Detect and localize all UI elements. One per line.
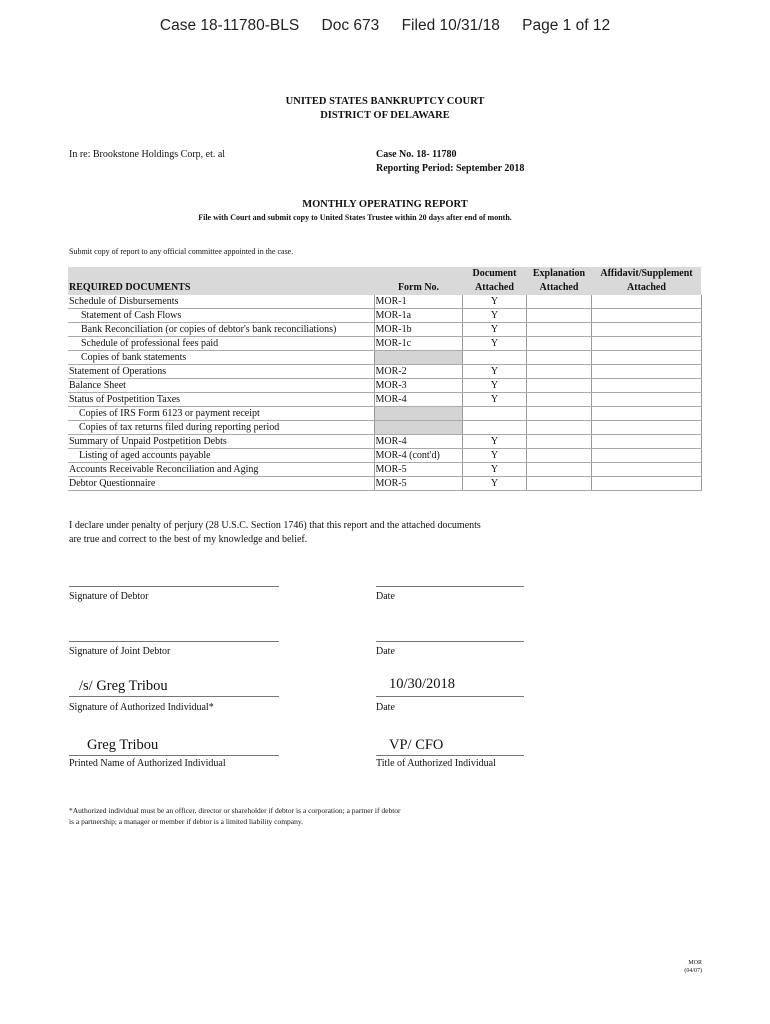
row-affidavit xyxy=(591,309,701,323)
row-explanation xyxy=(526,421,591,435)
row-affidavit xyxy=(591,323,701,337)
row-explanation xyxy=(526,379,591,393)
footnote-line-1: *Authorized individual must be an officer, director or shareholder if debtor is a corporation; a partner if debtor xyxy=(69,806,401,815)
row-doc-attached: Y xyxy=(462,449,526,463)
row-doc-attached: Y xyxy=(462,365,526,379)
row-form: MOR-4 (cont'd) xyxy=(374,449,462,463)
row-affidavit xyxy=(591,365,701,379)
row-affidavit xyxy=(591,421,701,435)
table-row xyxy=(68,295,701,309)
header-form-no: Form No. xyxy=(374,267,462,295)
row-explanation xyxy=(526,309,591,323)
joint-debtor-date-line[interactable] xyxy=(376,641,524,642)
row-affidavit xyxy=(591,463,701,477)
row-form: MOR-2 xyxy=(374,365,462,379)
row-doc-attached: Y xyxy=(462,295,526,309)
table-row xyxy=(68,379,701,393)
debtor-date-line[interactable] xyxy=(376,586,524,587)
header-document-attached: Document Attached xyxy=(462,267,526,295)
joint-debtor-date-label: Date xyxy=(376,646,395,657)
row-doc-attached xyxy=(462,407,526,421)
table-row xyxy=(68,435,701,449)
row-doc-attached: Y xyxy=(462,477,526,491)
row-affidavit xyxy=(591,477,701,491)
filing-header xyxy=(0,17,770,35)
row-form xyxy=(374,421,462,435)
form-revision: (04/07) xyxy=(684,968,702,974)
row-affidavit xyxy=(591,393,701,407)
row-form: MOR-1c xyxy=(374,337,462,351)
submit-note: Submit copy of report to any official committee appointed in the case. xyxy=(69,247,294,256)
row-form: MOR-4 xyxy=(374,435,462,449)
table-row xyxy=(68,463,701,477)
row-label: Statement of Cash Flows xyxy=(68,309,374,323)
row-affidavit xyxy=(591,379,701,393)
in-re: In re: Brookstone Holdings Corp, et. al xyxy=(69,149,226,160)
row-explanation xyxy=(526,407,591,421)
row-form: MOR-1 xyxy=(374,295,462,309)
page-number-header: Page 1 of 12 xyxy=(522,17,611,34)
printed-name-label: Printed Name of Authorized Individual xyxy=(69,758,226,769)
row-doc-attached: Y xyxy=(462,463,526,477)
row-form: MOR-5 xyxy=(374,463,462,477)
joint-debtor-signature-line[interactable] xyxy=(69,641,279,642)
debtor-date-label: Date xyxy=(376,591,395,602)
row-label: Accounts Receivable Reconciliation and Aging xyxy=(68,463,374,477)
debtor-signature-line[interactable] xyxy=(69,586,279,587)
report-title: MONTHLY OPERATING REPORT xyxy=(302,199,468,210)
form-id: MOR xyxy=(688,960,702,966)
title-label: Title of Authorized Individual xyxy=(376,758,496,769)
title-field[interactable]: VP/ CFO xyxy=(376,737,524,756)
required-documents-table xyxy=(68,267,702,491)
debtor-signature-label: Signature of Debtor xyxy=(69,591,149,602)
row-explanation xyxy=(526,393,591,407)
row-doc-attached: Y xyxy=(462,435,526,449)
header-affidavit-attached: Affidavit/Supplement Attached xyxy=(591,267,701,295)
row-label: Copies of bank statements xyxy=(68,351,374,365)
row-affidavit xyxy=(591,449,701,463)
row-explanation xyxy=(526,323,591,337)
table-header-row xyxy=(68,267,701,295)
authorized-signature-label: Signature of Authorized Individual* xyxy=(69,702,214,713)
table-row xyxy=(68,337,701,351)
declaration-line-1: I declare under penalty of perjury (28 U.S.C. Section 1746) that this report and the attached documents xyxy=(69,520,481,531)
table-row xyxy=(68,449,701,463)
court-name: UNITED STATES BANKRUPTCY COURT xyxy=(285,96,485,107)
court-district: DISTRICT OF DELAWARE xyxy=(320,110,450,121)
table-row xyxy=(68,365,701,379)
row-label: Summary of Unpaid Postpetition Debts xyxy=(68,435,374,449)
header-required-documents: REQUIRED DOCUMENTS xyxy=(68,267,374,295)
table-row xyxy=(68,309,701,323)
row-form: MOR-3 xyxy=(374,379,462,393)
doc-number-header: Doc 673 xyxy=(321,17,380,34)
table-row xyxy=(68,477,701,491)
row-affidavit xyxy=(591,337,701,351)
row-label: Listing of aged accounts payable xyxy=(68,449,374,463)
case-number-header: Case 18-11780-BLS xyxy=(159,17,300,34)
row-label: Status of Postpetition Taxes xyxy=(68,393,374,407)
reporting-period: Reporting Period: September 2018 xyxy=(376,163,525,174)
joint-debtor-signature-label: Signature of Joint Debtor xyxy=(69,646,171,657)
row-doc-attached: Y xyxy=(462,309,526,323)
row-doc-attached: Y xyxy=(462,393,526,407)
row-doc-attached xyxy=(462,421,526,435)
case-no: Case No. 18- 11780 xyxy=(376,149,457,160)
header-explanation-attached: Explanation Attached xyxy=(526,267,591,295)
authorized-signature-field[interactable]: /s/ Greg Tribou xyxy=(69,678,279,697)
authorized-date-label: Date xyxy=(376,702,395,713)
row-affidavit xyxy=(591,351,701,365)
table-row xyxy=(68,407,701,421)
row-form xyxy=(374,407,462,421)
row-doc-attached xyxy=(462,351,526,365)
row-form: MOR-5 xyxy=(374,477,462,491)
row-doc-attached: Y xyxy=(462,337,526,351)
row-label: Copies of tax returns filed during reporting period xyxy=(68,421,374,435)
row-label: Statement of Operations xyxy=(68,365,374,379)
printed-name-field[interactable]: Greg Tribou xyxy=(69,737,279,756)
row-explanation xyxy=(526,435,591,449)
row-explanation xyxy=(526,365,591,379)
table-row xyxy=(68,393,701,407)
row-affidavit xyxy=(591,435,701,449)
row-label: Schedule of Disbursements xyxy=(68,295,374,309)
row-form: MOR-4 xyxy=(374,393,462,407)
row-form: MOR-1a xyxy=(374,309,462,323)
row-affidavit xyxy=(591,407,701,421)
row-form: MOR-1b xyxy=(374,323,462,337)
table-row xyxy=(68,323,701,337)
row-explanation xyxy=(526,477,591,491)
footnote-line-2: is a partnership; a manager or member if debtor is a limited liability company. xyxy=(69,817,304,826)
row-affidavit xyxy=(591,295,701,309)
row-explanation xyxy=(526,449,591,463)
filed-date-header: Filed 10/31/18 xyxy=(401,17,500,34)
table-row xyxy=(68,421,701,435)
row-form xyxy=(374,351,462,365)
declaration-line-2: are true and correct to the best of my knowledge and belief. xyxy=(69,534,308,545)
row-explanation xyxy=(526,295,591,309)
row-label: Bank Reconciliation (or copies of debtor's bank reconciliations) xyxy=(68,323,374,337)
row-explanation xyxy=(526,463,591,477)
authorized-date-field[interactable]: 10/30/2018 xyxy=(376,676,524,697)
row-doc-attached: Y xyxy=(462,379,526,393)
row-explanation xyxy=(526,337,591,351)
table-row xyxy=(68,351,701,365)
row-doc-attached: Y xyxy=(462,323,526,337)
row-label: Schedule of professional fees paid xyxy=(68,337,374,351)
row-explanation xyxy=(526,351,591,365)
report-subtitle: File with Court and submit copy to United States Trustee within 20 days after end of month. xyxy=(198,213,512,222)
row-label: Copies of IRS Form 6123 or payment receipt xyxy=(68,407,374,421)
row-label: Debtor Questionnaire xyxy=(68,477,374,491)
row-label: Balance Sheet xyxy=(68,379,374,393)
